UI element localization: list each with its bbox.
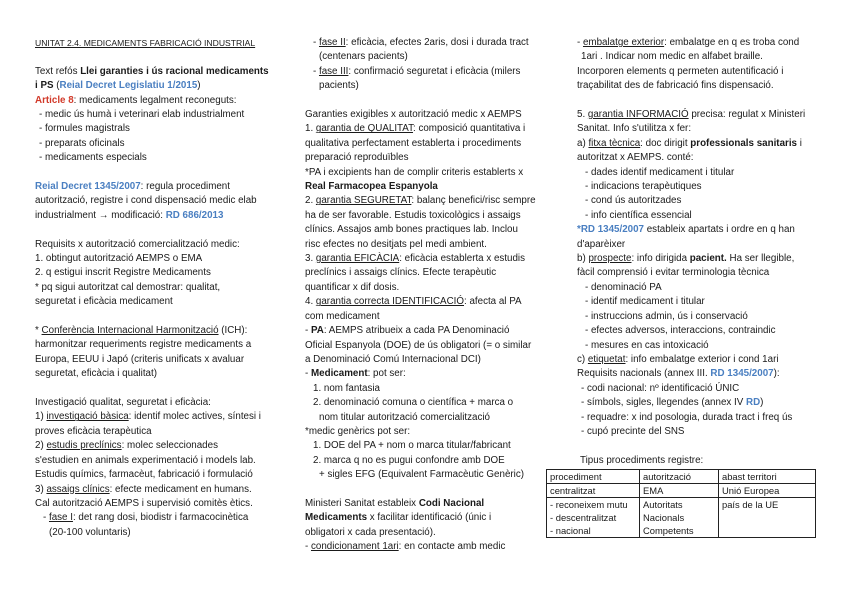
list-item: - medicaments especials [39, 152, 147, 164]
text-line: 2. q estigui inscrit Registre Medicaments [35, 267, 211, 279]
list-item: - efectes adversos, interaccions, contraindic [585, 325, 776, 337]
list-item: 1. nom fantasia [313, 382, 380, 394]
text-line: quantificar x dif dosis. [305, 281, 400, 293]
list-item: 2. denominació comuna o científica + marca o [313, 397, 514, 409]
text-line: clínics. Assajos amb bones practiques lab. Inclou [305, 224, 518, 236]
list-item: + sigles EFG (Equivalent Farmacèutic Genèric) [319, 469, 524, 481]
list-item: - info científica essencial [585, 209, 692, 221]
law-reference: Reial Decret Legislatiu 1/2015 [59, 80, 198, 92]
procedures-table [546, 469, 816, 538]
phase-2-line: - fase II: eficàcia, efectes 2aris, dosi i durada tract [313, 37, 529, 48]
text-line: traçabilitat des de fabricació fins dispensació. [577, 80, 774, 92]
article-8-label: Article 8 [35, 94, 74, 106]
list-item: - identif medicament i titular [585, 296, 705, 308]
page-title: UNITAT 2.4. MEDICAMENTS FABRICACIÓ INDUSTRIAL [35, 38, 256, 48]
text-line: Sanitat. Info s'utilitza x fer: [577, 123, 692, 135]
table-header: autorització [640, 470, 719, 484]
law-line-2: i PS (Reial Decret Legislatiu 1/2015) [35, 80, 201, 92]
table-header-row [547, 470, 816, 484]
rd-1345-reference: Reial Decret 1345/2007 [35, 181, 141, 193]
labelling-line: c) etiquetat: info embalatge exterior i cond 1ari [577, 353, 779, 365]
text-line: (20-100 voluntaris) [49, 526, 131, 538]
table-row [547, 484, 816, 498]
text-line: pacients) [319, 80, 359, 92]
rd-1345-reference: RD 1345/2007 [710, 368, 774, 380]
list-item: - instruccions admin, ús i conservació [585, 310, 748, 322]
text-line: Estudis químics, farmacèut, fabricació i formulació [35, 469, 253, 481]
rd-1345-reference: RD 1345/2007 [580, 224, 645, 236]
text-line: obligatori x cada presentació). [305, 526, 436, 538]
text-line: a Denominació Comú Internacional DCI) [305, 353, 481, 365]
text-line: fàcil comprensió i evitar terminologia tècnica [577, 267, 770, 279]
list-item: - cond ús autoritzades [585, 195, 682, 207]
ich-line: * Conferència Internacional Harmonització (ICH): [35, 325, 248, 337]
list-item: - indicacions terapèutiques [585, 181, 702, 193]
law-line-1: Text refós Llei garanties i ús racional medicaments [35, 65, 269, 77]
generics-heading: *medic genèrics pot ser: [305, 425, 411, 437]
outer-packaging-line: - embalatge exterior: embalatge en q es troba cond [577, 37, 800, 48]
text-line: * pq sigui autoritzat cal demostrar: qualitat, [35, 281, 221, 293]
list-item: - cupó precinte del SNS [581, 425, 685, 437]
text-line: Cal autorització AEMPS i supervisió comitès ètics. [35, 497, 253, 509]
text-line: preclínics i assaigs clínics. Efecte terapèutic [305, 267, 497, 279]
text-line: autoritzat x AEMPS. conté: [577, 152, 694, 164]
pharmacopoeia-name: Real Farmacopea Espanyola [305, 181, 438, 193]
list-item: - medic ús humà i veterinari elab industrialment [39, 109, 245, 121]
guarantee-identification: 4. garantia correcta IDENTIFICACIÓ: afecta al PA [305, 296, 522, 308]
text-line: 1ari . Indicar nom medic en alfabet braille. [581, 51, 763, 63]
guarantee-quality: 1. garantia de QUALITAT: composició quantitativa i [305, 123, 526, 135]
primary-packaging-line: - condicionament 1ari: en contacte amb medic [305, 541, 506, 553]
guarantee-safety: 2. garantia SEGURETAT: balanç benefici/risc sempre [305, 195, 536, 207]
list-item: - dades identif medicament i titular [585, 166, 735, 178]
guarantee-information: 5. garantia INFORMACIÓ precisa: regulat x Ministeri [577, 109, 806, 121]
list-item: - denominació PA [585, 281, 662, 293]
article-8-line: Article 8: medicaments legalment reconeguts: [35, 94, 237, 106]
text-line: proves eficàcia terapèutica [35, 425, 152, 437]
column-2 [305, 36, 543, 555]
table-cell: Unió Europea [719, 484, 816, 498]
rd-686-reference: RD 686/2013 [165, 209, 224, 221]
investigation-item-1: 1) investigació bàsica: identif molec actives, síntesi i [35, 411, 261, 423]
list-item: - símbols, sigles, llegendes (annex IV RD) [581, 397, 764, 409]
text-line: 1. obtingut autorització AEMPS o EMA [35, 253, 203, 265]
rd-1345-line: Reial Decret 1345/2007: regula procediment [35, 181, 230, 193]
column-3 [550, 36, 813, 538]
pa-line: - PA: AEMPS atribueix a cada PA Denominació [305, 325, 510, 337]
text-line: preparació reproduïbles [305, 152, 409, 164]
guarantees-heading: Garanties exigibles x autorització medic x AEMPS [305, 109, 522, 121]
national-code-line: Ministeri Sanitat estableix Codi Nacional [305, 497, 485, 509]
text-line: ha de ser favorable. Estudis toxicològics i assaigs [305, 209, 521, 221]
text-line: *PA i excipients han de complir criteris establerts x [305, 166, 524, 178]
medicament-line: - Medicament: pot ser: [305, 368, 406, 380]
list-item: - codi nacional: nº identificació ÚNIC [581, 382, 740, 394]
list-item: - mesures en cas intoxicació [585, 339, 709, 351]
technical-sheet-line: a) fitxa tècnica: doc dirigit professionals sanitaris i [577, 137, 802, 149]
text-line: Requisits x autorització comercialització medic: [35, 238, 240, 250]
investigation-item-2: 2) estudis preclínics: molec seleccionades [35, 440, 218, 452]
phase-3-line: - fase III: confirmació seguretat i eficàcia (milers [313, 65, 521, 77]
national-code-line-2: Medicaments x facilitar identificació (únic i [305, 512, 492, 524]
list-item: - formules magistrals [39, 123, 130, 135]
text-line: com medicament [305, 310, 380, 322]
list-item: 1. DOE del PA + nom o marca titular/fabricant [313, 440, 511, 452]
list-item: - preparats oficinals [39, 137, 125, 149]
table-cell: EMA [640, 484, 719, 498]
text-line: seguretat, eficàcia i qualitat) [35, 368, 157, 380]
text-line: autorització, registre i cond dispensació medic elab [35, 195, 257, 207]
text-line: (centenars pacients) [319, 51, 408, 63]
table-row [547, 498, 816, 538]
column-1 [35, 36, 272, 540]
table-cell: país de la UE [719, 498, 816, 538]
table-caption: Tipus procediments registre: [580, 454, 704, 466]
text-line: risc efectes no desitjats pel medi ambient. [305, 238, 487, 250]
text-line: Incorporen elements q permeten autentificació i [577, 65, 784, 77]
guarantee-efficacy: 3. garantia EFICÀCIA: eficàcia establerta x estudis [305, 253, 526, 265]
table-cell: - reconeixem mutu - descentralitzat - nacional [547, 498, 640, 538]
phase-1-line: - fase I: det rang dosi, biodistr i farmacocinètica [43, 512, 249, 524]
text-line: Europa, EEUU i Japó (criteris unificats x avaluar [35, 353, 245, 365]
investigation-item-3: 3) assaigs clínics: efecte medicament en humans. [35, 483, 252, 495]
list-item: - requadre: x ind posologia, durada tract i freq ús [581, 411, 793, 423]
text-line: qualitativa perfectament establerta i procediments [305, 137, 522, 149]
rd-686-line: industrialment → modificació: RD 686/2013 [35, 209, 224, 221]
investigation-heading: Investigació qualitat, seguretat i eficàcia: [35, 397, 211, 409]
leaflet-line: b) prospecte: info dirigida pacient. Ha ser llegible, [577, 253, 795, 265]
text-line: harmonitzar requeriments registre medicaments a [35, 339, 252, 351]
national-requirements-line: Requisits nacionals (annex III. RD 1345/2007): [577, 368, 780, 380]
rd-1345-note: *RD 1345/2007 estableix apartats i ordre en q han [577, 224, 795, 236]
text-line: nom titular autorització comercialització [319, 411, 490, 423]
text-line: seguretat i eficàcia medicament [35, 296, 173, 308]
table-cell: centralitzat [547, 484, 640, 498]
text-line: Oficial Espanyola (DOE) de ús obligatori (= o similar [305, 339, 532, 351]
text-line: d'aparèixer [577, 238, 626, 250]
table-cell: Autoritats Nacionals Competents [640, 498, 719, 538]
table-header: abast territori [719, 470, 816, 484]
list-item: 2. marca q no es pugui confondre amb DOE [313, 454, 505, 466]
text-line: s'estudien en animals experimentació i models lab. [35, 454, 256, 466]
table-header: procediment [547, 470, 640, 484]
